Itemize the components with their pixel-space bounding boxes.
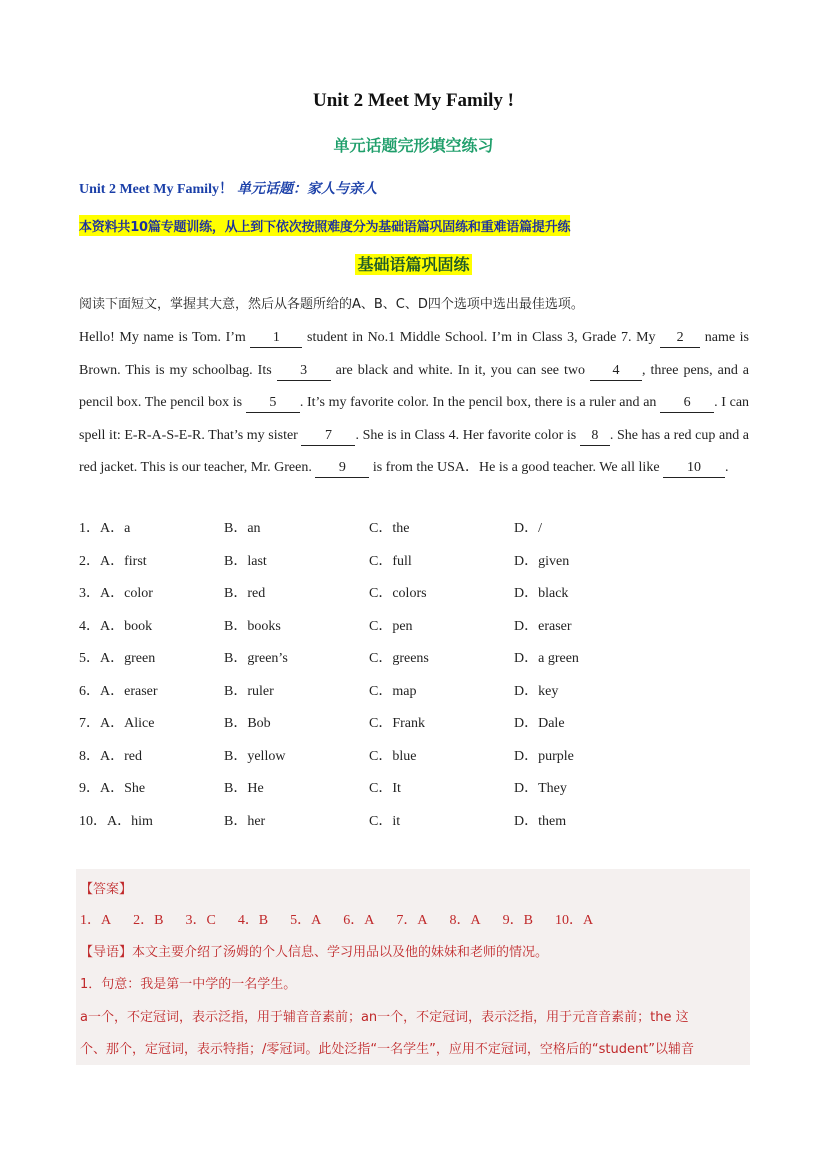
blank-10: 10: [663, 459, 725, 478]
question-row: 2．A．first B．last C．full D．given: [79, 553, 570, 569]
answer-box: [76, 869, 750, 1065]
question-row: 8．A．red B．yellow C．blue D．purple: [79, 748, 574, 764]
page-subtitle: 单元话题完形填空练习: [333, 136, 494, 155]
page-title: Unit 2 Meet My Family !: [312, 90, 515, 111]
blank-4: 4: [590, 362, 642, 381]
blank-9: 9: [315, 459, 369, 478]
blank-7: 7: [301, 427, 355, 446]
question-row: 3．A．color B．red C．colors D．black: [79, 586, 569, 601]
answer-guide: 【导语】本文主要介绍了汤姆的个人信息、学习用品以及他的妹妹和老师的情况。: [80, 945, 549, 960]
question-options: [79, 513, 749, 838]
question-row: 6．A．eraser B．ruler C．map D．key: [79, 683, 559, 699]
answer-q1: 1．句意：我是第一中学的一名学生。: [80, 977, 297, 992]
blank-1: 1: [250, 329, 302, 348]
unit-topic: [79, 178, 377, 198]
question-row: 10．A．him B．her C．it D．them: [79, 813, 567, 829]
answer-explanation-2: 个、那个，定冠词，表示特指；/零冠词。此处泛指“一名学生”，应用不定冠词，空格后的“student”以辅音: [80, 1042, 695, 1057]
blank-6: 6: [660, 394, 714, 413]
question-row: 4．A．book B．books C．pen D．eraser: [79, 618, 572, 634]
blank-3: 3: [277, 362, 331, 381]
question-row: 9．A．She B．He C．It D．They: [79, 781, 567, 796]
section-heading: 基础语篇巩固练: [357, 255, 470, 274]
answer-list: 1．A 2．B 3．C 4．B 5．A 6．A 7．A 8．A 9．B 10．A: [80, 913, 594, 928]
blank-8: 8: [580, 427, 610, 446]
unit-topic-en: Unit 2 Meet My Family！: [79, 182, 233, 197]
blank-5: 5: [246, 394, 300, 413]
answer-explanation-1: a一个，不定冠词，表示泛指，用于辅音音素前；an一个，不定冠词，表示泛指，用于元音音素前；the 这: [80, 1010, 689, 1025]
highlight-notice: 本资料共10篇专题训练，从上到下依次按照难度分为基础语篇巩固练和重难语篇提升练: [79, 215, 570, 236]
question-row: 7．A．Alice B．Bob C．Frank D．Dale: [79, 716, 565, 731]
question-row: 5．A．green B．green’s C．greens D．a green: [79, 651, 579, 666]
cloze-passage: Hello! My name is Tom. I’m 1 student in No.1 Middle School. I’m in Class 3, Grade 7. My 2 name is Brown. This is my schoolbag. Its 3 are black and white. In it, you can see two 4 , three pens, and a pencil box. The pencil box is 5 . It’s my favorite color. In the pencil box, there is a ruler and an 6 . I can spell it: E-R-A-S-E-R. That’s my sister 7 . She is in Class 4. Her favorite color is 8 . She has a red cup and a red jacket. This is our teacher, Mr. Green. 9 is from the USA．He is a good teacher. We all like 10 .: [79, 322, 749, 485]
answer-label: 【答案】: [80, 882, 133, 897]
unit-topic-cn: 单元话题：家人与亲人: [236, 181, 377, 197]
question-row: 1．A．a B．an C．the D．/: [79, 521, 542, 536]
blank-2: 2: [660, 329, 700, 348]
instruction-text: 阅读下面短文，掌握其大意，然后从各题所给的A、B、C、D四个选项中选出最佳选项。: [79, 297, 584, 312]
